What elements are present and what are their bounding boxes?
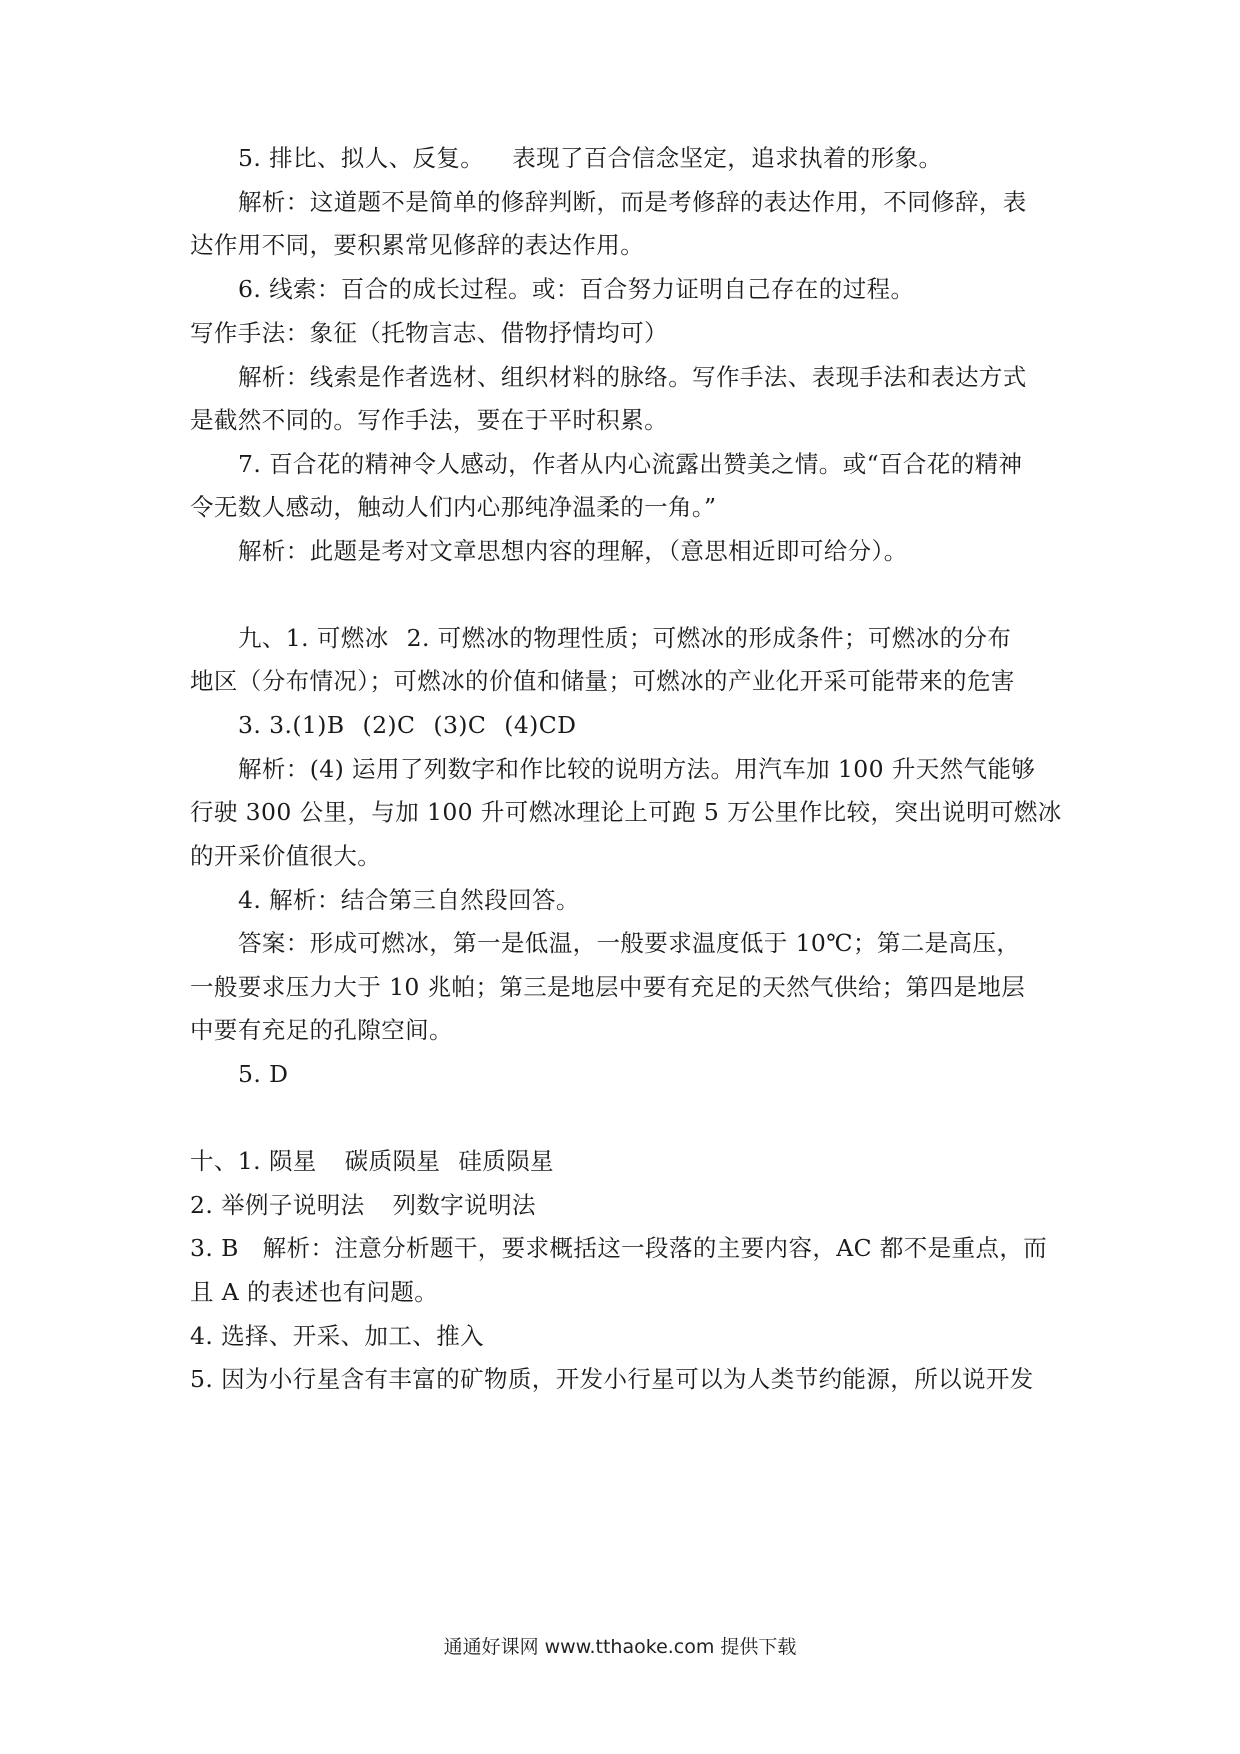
s9-q4-answer-line-2: 一般要求压力大于 10 兆帕；第三是地层中要有充足的天然气供给；第四是地层: [190, 973, 1026, 1001]
q5-answer-line: [238, 142, 942, 174]
s10-q1-prefix: 十、1. 陨星: [190, 1147, 317, 1175]
s9-q2-line-2: 地区（分布情况）；可燃冰的价值和储量；可燃冰的产业化开采可能带来的危害: [190, 667, 1015, 695]
s10-q1-c: 硅质陨星: [458, 1147, 554, 1175]
q5-effect: 表现了百合信念坚定，追求执着的形象。: [512, 144, 943, 172]
s10-q1-b: 碳质陨星: [344, 1147, 441, 1175]
q7-answer-line-2: 令无数人感动，触动人们内心那纯净温柔的一角。”: [190, 493, 717, 521]
s10-q1-line: [190, 1145, 554, 1177]
s10-q3-line-2: 且 A 的表述也有问题。: [190, 1278, 439, 1306]
s10-q3-line-1: 3. B 解析：注意分析题干，要求概括这一段落的主要内容，AC 都不是重点，而: [190, 1234, 1048, 1262]
s9-q5-line: 5. D: [238, 1060, 289, 1088]
q6-analysis-line-1: 解析：线索是作者选材、组织材料的脉络。写作手法、表现手法和表达方式: [238, 363, 1027, 391]
q7-answer-line-1: 7. 百合花的精神令人感动，作者从内心流露出赞美之情。或“百合花的精神: [238, 450, 1023, 478]
s10-q2-line: [190, 1189, 536, 1221]
s10-q5-line-1: 5. 因为小行星含有丰富的矿物质，开发小行星可以为人类节约能源，所以说开发: [190, 1365, 1034, 1393]
s9-q4-answer-line-3: 中要有充足的孔隙空间。: [190, 1016, 453, 1044]
q5-answer: 5. 排比、拟人、反复。: [238, 144, 485, 172]
q6-clue-line: 6. 线索：百合的成长过程。或：百合努力证明自己存在的过程。: [238, 275, 915, 303]
s9-q3-line: [238, 709, 576, 741]
q7-analysis-line: 解析：此题是考对文章思想内容的理解，（意思相近即可给分）。: [238, 537, 908, 565]
s10-q4-line: 4. 选择、开采、加工、推入: [190, 1322, 484, 1350]
s9-q4-analysis-line: 4. 解析：结合第三自然段回答。: [238, 886, 580, 914]
s9-q3-analysis-line-1: 解析：(4) 运用了列数字和作比较的说明方法。用汽车加 100 升天然气能够: [238, 755, 1036, 783]
q6-analysis-line-2: 是截然不同的。写作手法，要在于平时积累。: [190, 406, 668, 434]
s9-q3-c: (3)C: [433, 711, 487, 739]
q6-technique-line: 写作手法：象征（托物言志、借物抒情均可）: [190, 319, 668, 347]
s9-q2-part1: 2. 可燃冰的物理性质；可燃冰的形成条件；可燃冰的分布: [406, 624, 1012, 652]
s9-q3-analysis-line-2: 行驶 300 公里，与加 100 升可燃冰理论上可跑 5 万公里作比较，突出说明可燃冰: [190, 798, 1062, 826]
s9-q4-answer-line-1: 答案：形成可燃冰，第一是低温，一般要求温度低于 10℃；第二是高压，: [238, 929, 1021, 957]
s9-q3-a: (1)B: [292, 711, 345, 739]
s9-q1-q2-line: [238, 622, 1011, 654]
s9-q3-d: (4)CD: [504, 711, 577, 739]
s9-q3-b: (2)C: [362, 711, 416, 739]
s9-q3-analysis-line-3: 的开采价值很大。: [190, 842, 382, 870]
q5-analysis-line-1: 解析：这道题不是简单的修辞判断，而是考修辞的表达作用，不同修辞，表: [238, 188, 1027, 216]
s10-q2-b: 列数字说明法: [392, 1191, 536, 1219]
q5-analysis-line-2: 达作用不同，要积累常见修辞的表达作用。: [190, 231, 645, 259]
s9-q3-prefix: 3. 3.: [238, 711, 293, 739]
s10-q2-a: 2. 举例子说明法: [190, 1191, 365, 1219]
s9-q1: 九、1. 可燃冰: [238, 624, 389, 652]
page-footer: 通通好课网 www.tthaoke.com 提供下载: [443, 1636, 797, 1658]
